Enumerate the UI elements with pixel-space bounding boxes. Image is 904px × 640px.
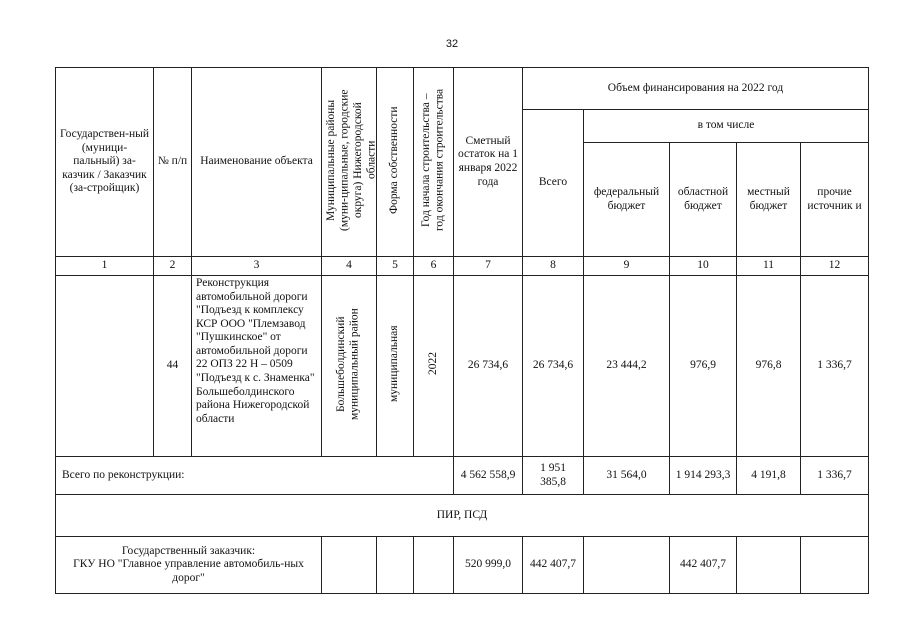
row44-municipality-text: Большеболдинский муниципальный район (335, 307, 361, 420)
header-federal: федеральный бюджет (584, 143, 670, 257)
header-municipality-text: Муниципальные районы (муни-ципальные, городские округа) Нижегородской области (325, 88, 378, 231)
total-regional: 1 914 293,3 (670, 457, 737, 495)
header-ownership-text: Форма собственности (388, 105, 401, 214)
row44-local: 976,8 (737, 276, 801, 457)
gku-customer-line1: Государственный заказчик: (121, 544, 256, 557)
row44-federal: 23 444,2 (584, 276, 670, 457)
row44-total: 26 734,6 (523, 276, 584, 457)
gku-estimate: 520 999,0 (454, 537, 523, 594)
column-number-row (56, 257, 869, 276)
row44-customer (56, 276, 154, 457)
col-num-1: 1 (56, 257, 154, 276)
header-object-name: Наименование объекта (192, 68, 322, 257)
gku-customer-line2: ГКУ НО "Главное управление автомобиль-ных дорог" (73, 558, 304, 584)
gku-ownership (377, 537, 414, 594)
row44-other: 1 336,7 (801, 276, 869, 457)
gku-federal (584, 537, 670, 594)
total-local: 4 191,8 (737, 457, 801, 495)
col-num-9: 9 (584, 257, 670, 276)
gku-year (414, 537, 454, 594)
col-num-3: 3 (192, 257, 322, 276)
col-num-6: 6 (414, 257, 454, 276)
section-row (56, 495, 869, 537)
total-reconstruction-row (56, 457, 869, 495)
page-number: 32 (445, 38, 459, 50)
header-local: местный бюджет (737, 143, 801, 257)
col-num-7: 7 (454, 257, 523, 276)
row44-regional: 976,9 (670, 276, 737, 457)
gku-regional: 442 407,7 (670, 537, 737, 594)
total-reconstruction-label: Всего по реконструкции: (56, 457, 454, 495)
row44-estimate: 26 734,6 (454, 276, 523, 457)
gku-municipality (322, 537, 377, 594)
financing-table (55, 67, 869, 594)
col-num-11: 11 (737, 257, 801, 276)
header-estimate-balance: Сметный остаток на 1 января 2022 года (454, 68, 523, 257)
gku-total: 442 407,7 (523, 537, 584, 594)
header-funding-2022: Объем финансирования на 2022 год (523, 68, 869, 110)
gku-row (56, 537, 869, 594)
gku-customer (56, 537, 322, 594)
table-row (56, 276, 869, 457)
row44-municipality (322, 276, 377, 457)
header-regional: областной бюджет (670, 143, 737, 257)
row44-year-text: 2022 (426, 352, 439, 376)
total-federal: 31 564,0 (584, 457, 670, 495)
header-years-text: Год начала строительства – год окончания строительства (419, 88, 446, 231)
row44-ownership-text: муниципальная (388, 325, 401, 402)
total-other: 1 336,7 (801, 457, 869, 495)
row44-year (414, 276, 454, 457)
row44-ownership (377, 276, 414, 457)
gku-local (737, 537, 801, 594)
header-total: Всего (523, 110, 584, 257)
row44-object: Реконструкция автомобильной дороги "Подъезд к комплексу КСР ООО "Племзавод "Пушкинское" от автомобильной дороги 22 ОПЗ 22 Н – 0509 "Подъезд к с. Знаменка" Большеболдинского района Нижегородской области (192, 276, 322, 457)
header-including: в том числе (584, 110, 869, 143)
header-num: № п/п (154, 68, 192, 257)
col-num-12: 12 (801, 257, 869, 276)
section-title: ПИР, ПСД (56, 495, 869, 537)
header-years (414, 68, 454, 257)
col-num-5: 5 (377, 257, 414, 276)
total-estimate: 4 562 558,9 (454, 457, 523, 495)
col-num-10: 10 (670, 257, 737, 276)
col-num-8: 8 (523, 257, 584, 276)
col-num-2: 2 (154, 257, 192, 276)
header-ownership (377, 68, 414, 257)
row44-num: 44 (154, 276, 192, 457)
header-row-1 (56, 68, 869, 110)
total-total: 1 951 385,8 (523, 457, 584, 495)
col-num-4: 4 (322, 257, 377, 276)
header-municipality (322, 68, 377, 257)
header-customer: Государствен-ный (муници-пальный) за-казчик / Заказчик (за-стройщик) (56, 68, 154, 257)
gku-other (801, 537, 869, 594)
header-other: прочие источник и (801, 143, 869, 257)
